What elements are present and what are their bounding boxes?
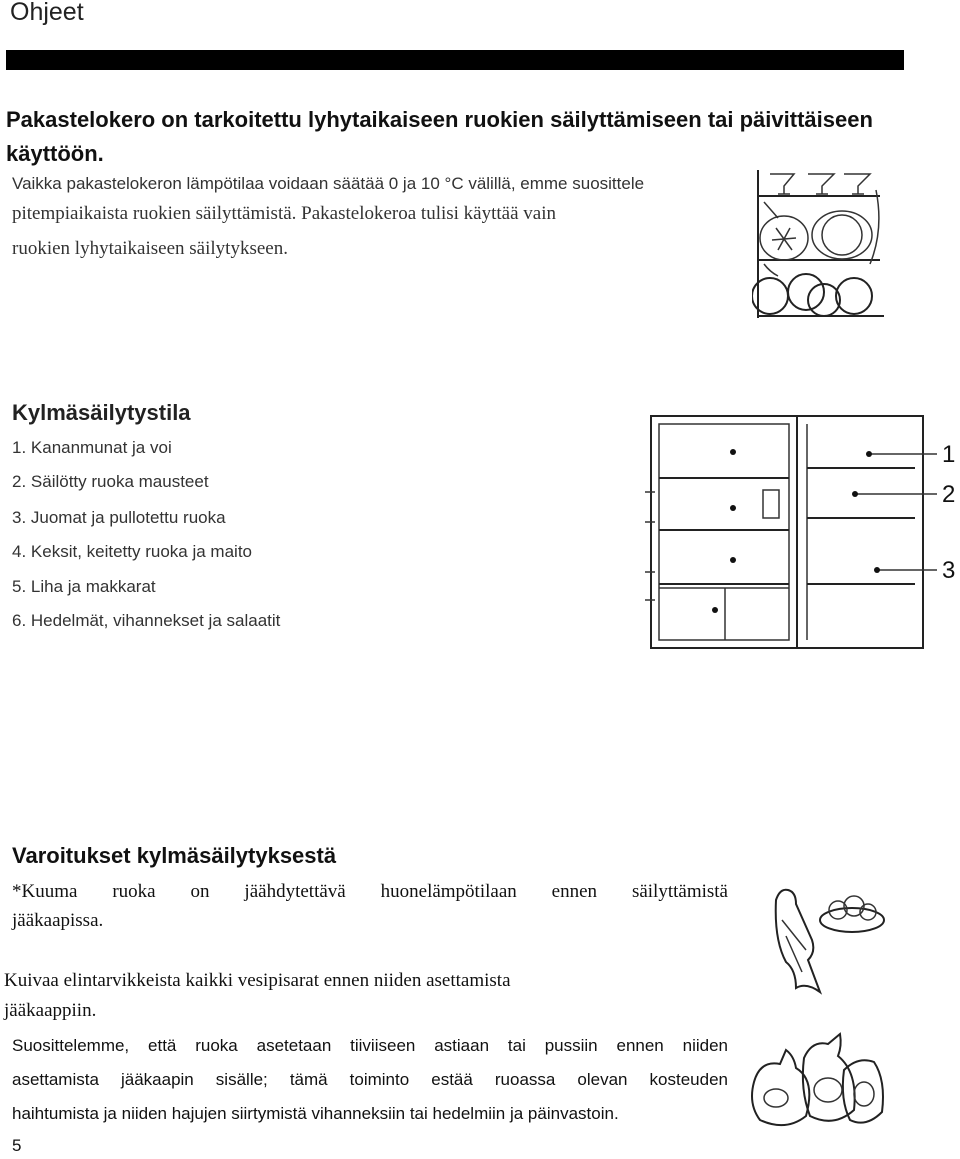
warning-text-line: jääkaapissa. [12, 910, 104, 931]
fridge-list-item: 1. Kananmunat ja voi [12, 438, 172, 457]
freezer-shelf-illustration [752, 160, 888, 322]
diagram-label: 1 [942, 441, 956, 468]
warning-text-line: Suosittelemme, että ruoka asetetaan tiiviiseen astiaan tai pussiin ennen niiden [12, 1036, 728, 1055]
warning-text-line: jääkaappiin. [4, 1000, 97, 1021]
warning-text-line: haihtumista ja niiden hajujen siirtymistä vihanneksiin tai hedelmiin ja päinvastoin. [12, 1104, 619, 1123]
warnings-heading: Varoitukset kylmäsäilytyksestä [12, 843, 337, 868]
food-bags-illustration [746, 1020, 890, 1140]
warning-text-line: Kuivaa elintarvikkeista kaikki vesipisarat ennen niiden asettamista [4, 970, 511, 991]
fridge-list-item: 4. Keksit, keitetty ruoka ja maito [12, 542, 252, 561]
page-header-title: Ohjeet [10, 0, 84, 26]
warning-text-line: *Kuuma ruoka on jäähdytettävä huonelämpötilaan ennen säilyttämistä [12, 881, 728, 902]
diagram-label: 2 [942, 481, 956, 508]
intro-text-line: pitempiaikaista ruokien säilyttämistä. Pakastelokeroa tulisi käyttää vain [12, 203, 556, 224]
intro-text-line: Vaikka pakastelokeron lämpötilaa voidaan säätää 0 ja 10 °C välillä, emme suosittele [12, 174, 645, 193]
fridge-list-item: 3. Juomat ja pullotettu ruoka [12, 508, 226, 527]
page-number: 5 [12, 1136, 22, 1155]
header-rule [6, 50, 904, 70]
fridge-list-item: 2. Säilötty ruoka mausteet [12, 472, 209, 491]
bottle-and-fruit-illustration [766, 880, 886, 1000]
fridge-section-heading: Kylmäsäilytystila [12, 400, 191, 425]
fridge-interior-diagram [645, 410, 960, 655]
intro-heading: Pakastelokero on tarkoitettu lyhytaikaiseen ruokien säilyttämiseen tai päivittäiseen käyttöön. [6, 107, 873, 166]
diagram-label: 3 [942, 557, 956, 584]
intro-text-line: ruokien lyhytaikaiseen säilytykseen. [12, 238, 288, 259]
fridge-list-item: 6. Hedelmät, vihannekset ja salaatit [12, 611, 281, 630]
fridge-list-item: 5. Liha ja makkarat [12, 577, 156, 596]
warning-text-line: asettamista jääkaapin sisälle; tämä toiminto estää ruoassa olevan kosteuden [12, 1070, 728, 1089]
